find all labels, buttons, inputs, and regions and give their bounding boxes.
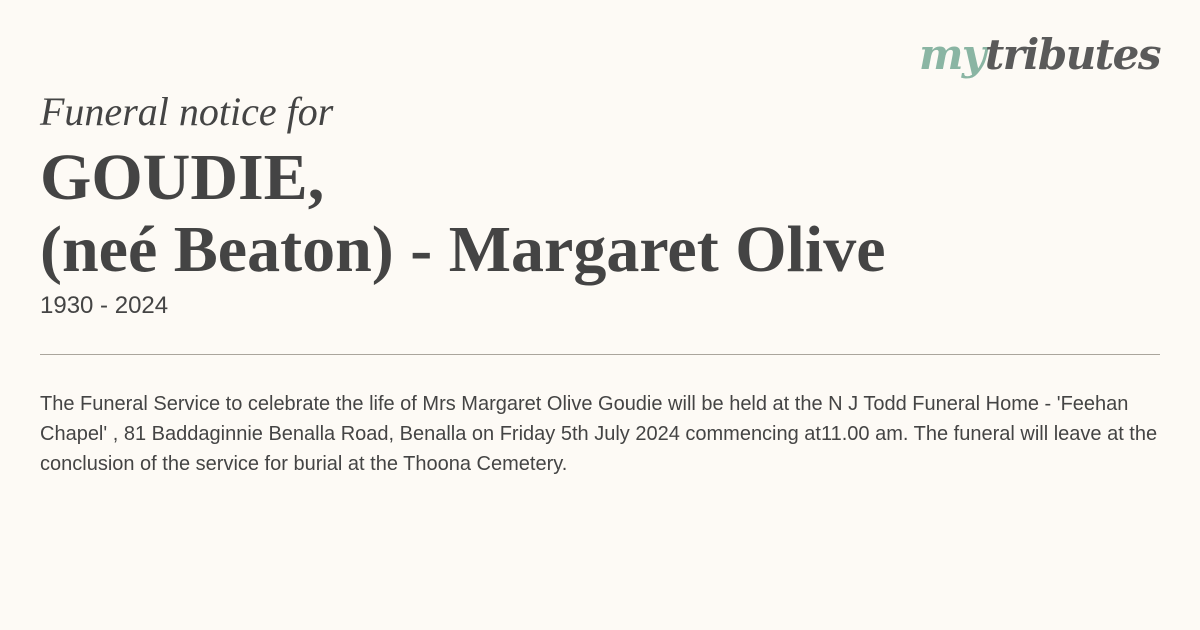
- life-years: 1930 - 2024: [40, 292, 169, 319]
- deceased-name-line-2: (neé Beaton) - Margaret Olive: [40, 213, 886, 286]
- notice-body: The Funeral Service to celebrate the life of Mrs Margaret Olive Goudie will be held at the N J Todd Funeral Home - 'Feehan Chapel' , 81 Baddaginnie Benalla Road, Benalla on Friday 5th July 2024 commencing at11.00 am. The funeral will leave at the conclusion of the service for burial at the Thoona Cemetery.: [40, 393, 1158, 475]
- deceased-name-line-1: GOUDIE,: [40, 141, 325, 214]
- divider: [40, 354, 1160, 355]
- notice-intro: Funeral notice for: [40, 89, 334, 134]
- logo-suffix: tributes: [984, 30, 1160, 79]
- deceased-name: [40, 142, 886, 286]
- logo-prefix: my: [918, 30, 985, 79]
- mytributes-logo: [918, 30, 1160, 79]
